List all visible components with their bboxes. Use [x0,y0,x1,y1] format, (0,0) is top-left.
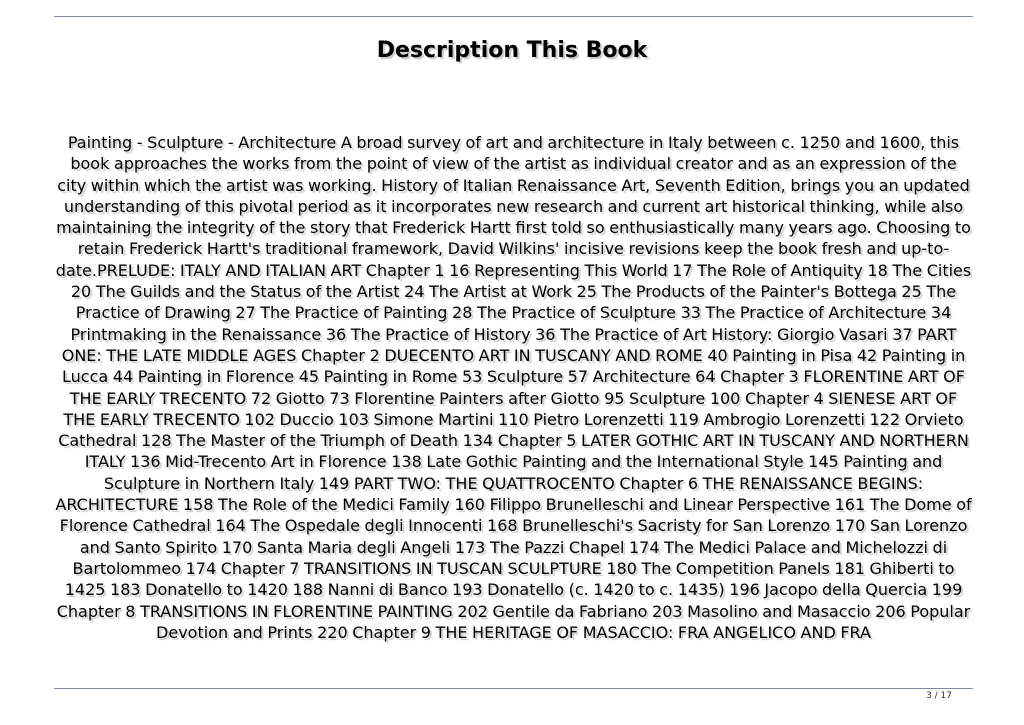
description-body: Painting - Sculpture - Architecture A broad survey of art and architecture in Italy between c. 1250 and 1600, this book approaches the works from the point of view of the artist as individual creator and as an expression of the city within which the artist was working. History of Italian Renaissance Art, Seventh Edition, brings you an updated understanding of this pivotal period as it incorporates new research and current art historical thinking, while also maintaining the integrity of the story that Frederick Hartt first told so enthusiastically many years ago. Choosing to retain Frederick Hartt's traditional framework, David Wilkins' incisive revisions keep the book fresh and up-to-date.PRELUDE: ITALY AND ITALIAN ART Chapter 1 16 Representing This World 17 The Role of Antiquity 18 The Cities 20 The Guilds and the Status of the Artist 24 The Artist at Work 25 The Products of the Painter's Bottega 25 The Practice of Drawing 27 The Practice of Painting 28 The Practice of Sculpture 33 The Practice of Architecture 34 Printmaking in the Renaissance 36 The Practice of History 36 The Practice of Art History: Giorgio Vasari 37 PART ONE: THE LATE MIDDLE AGES Chapter 2 DUECENTO ART IN TUSCANY AND ROME 40 Painting in Pisa 42 Painting in Lucca 44 Painting in Florence 45 Painting in Rome 53 Sculpture 57 Architecture 64 Chapter 3 FLORENTINE ART OF THE EARLY TRECENTO 72 Giotto 73 Florentine Painters after Giotto 95 Sculpture 100 Chapter 4 SIENESE ART OF THE EARLY TRECENTO 102 Duccio 103 Simone Martini 110 Pietro Lorenzetti 119 Ambrogio Lorenzetti 122 Orvieto Cathedral 128 The Master of the Triumph of Death 134 Chapter 5 LATER GOTHIC ART IN TUSCANY AND NORTHERN ITALY 136 Mid-Trecento Art in Florence 138 Late Gothic Painting and the International Style 145 Painting and Sculpture in Northern Italy 149 PART TWO: THE QUATTROCENTO Chapter 6 THE RENAISSANCE BEGINS: ARCHITECTURE 158 The Role of the Medici Family 160 Filippo Brunelleschi and Linear Perspective 161 The Dome of Florence Cathedral 164 The Ospedale degli Innocenti 168 Brunelleschi's Sacristy for San Lorenzo 170 San Lorenzo and Santo Spirito 170 Santa Maria degli Angeli 173 The Pazzi Chapel 174 The Medici Palace and Michelozzi di Bartolommeo 174 Chapter 7 TRANSITIONS IN TUSCAN SCULPTURE 180 The Competition Panels 181 Ghiberti to 1425 183 Donatello to 1420 188 Nanni di Banco 193 Donatello (c. 1420 to c. 1435) 196 Jacopo della Quercia 199 Chapter 8 TRANSITIONS IN FLORENTINE PAINTING 202 Gentile da Fabriano 203 Masolino and Masaccio 206 Popular Devotion and Prints 220 Chapter 9 THE HERITAGE OF MASACCIO: FRA ANGELICO AND FRA [55,133,972,642]
page-number: 3 / 17 [926,691,952,701]
top-divider [54,16,973,17]
bottom-divider [54,688,973,689]
page-title: Description This Book [376,38,648,63]
